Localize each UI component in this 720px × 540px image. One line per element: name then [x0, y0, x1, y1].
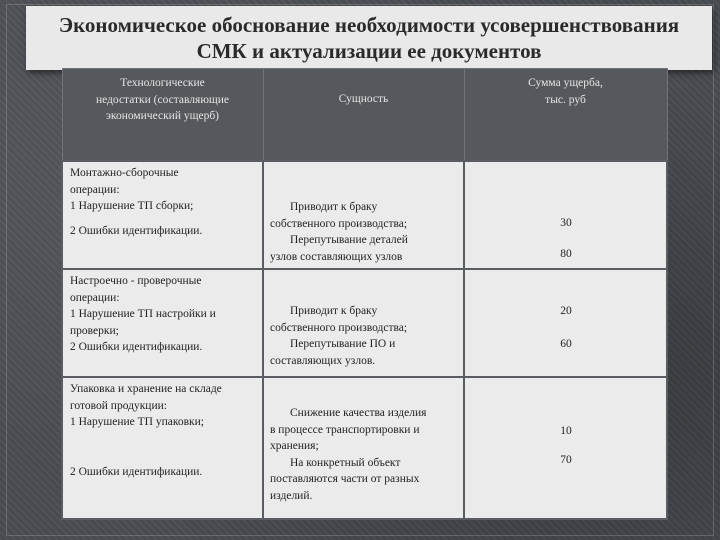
- header-text: Сумма ущерба,: [528, 77, 603, 89]
- row-essence-cell: [263, 377, 464, 519]
- row-deficiency-cell: [62, 269, 263, 377]
- cell-text: Приводит к браку: [290, 305, 378, 317]
- row-deficiency-cell: [62, 161, 263, 269]
- cell-text: 2 Ошибки идентификации.: [70, 224, 203, 237]
- cell-text: в процессе транспортировки и: [270, 423, 420, 436]
- title-line-2: СМК и актуализации ее документов: [196, 39, 542, 63]
- header-text: экономический ущерб): [106, 110, 219, 122]
- header-damage-sum: [464, 69, 667, 162]
- row-sum-cell: [464, 377, 667, 519]
- cell-text: 1 Нарушение ТП сборки;: [70, 200, 194, 212]
- damage-value: 70: [560, 453, 572, 466]
- damage-value: 10: [560, 425, 572, 437]
- cell-text: узлов составляющих узлов: [270, 250, 403, 263]
- table-header-row: [62, 69, 667, 162]
- cell-text: поставляются части от разных: [270, 473, 420, 485]
- cell-text: 1 Нарушение ТП настройки и: [70, 308, 216, 320]
- title-line-1: Экономическое обоснование необходимости усовершенствования: [58, 13, 680, 37]
- cell-text: 2 Ошибки идентификации.: [70, 341, 203, 353]
- header-essence: [263, 69, 464, 162]
- header-deficiencies: [62, 69, 263, 162]
- cell-text: собственного производства;: [270, 321, 408, 334]
- cell-text: Упаковка и хранение на складе: [70, 383, 222, 395]
- row-deficiency-cell: [62, 377, 263, 519]
- row-essence-cell: [263, 161, 464, 269]
- header-text: Сущность: [338, 93, 389, 105]
- cell-text: Настроечно - проверочные: [70, 275, 202, 287]
- cell-text: Перепутывание деталей: [290, 234, 408, 246]
- row-sum-cell: [464, 269, 667, 377]
- damage-value: 60: [560, 337, 572, 350]
- cell-text: На конкретный объект: [290, 456, 401, 469]
- cell-text: хранения;: [270, 440, 319, 452]
- cell-text: 1 Нарушение ТП упаковки;: [70, 416, 204, 428]
- damage-value: 30: [560, 217, 572, 229]
- cell-text: Перепутывание ПО и: [290, 338, 396, 350]
- header-text: Технологические: [120, 77, 205, 89]
- cell-text: Приводит к браку: [290, 201, 378, 213]
- table-row: [62, 377, 667, 519]
- row-essence-cell: [263, 269, 464, 377]
- cell-text: собственного производства;: [270, 217, 408, 230]
- cell-text: 2 Ошибки идентификации.: [70, 465, 203, 478]
- cell-text: готовой продукции:: [70, 399, 167, 412]
- row-sum-cell: [464, 161, 667, 269]
- cell-text: проверки;: [70, 324, 119, 337]
- header-text: тыс. руб: [545, 93, 586, 106]
- cell-text: операции:: [70, 183, 120, 196]
- table-row: [62, 161, 667, 269]
- damage-value: 20: [560, 305, 572, 317]
- title-box: [26, 6, 712, 70]
- damage-value: 80: [560, 247, 572, 260]
- cell-text: операции:: [70, 291, 120, 304]
- cell-text: Монтажно-сборочные: [70, 167, 179, 179]
- damage-table: [61, 68, 668, 520]
- cell-text: изделий.: [270, 489, 313, 502]
- table-row: [62, 269, 667, 377]
- cell-text: Снижение качества изделия: [290, 407, 427, 419]
- header-text: недостатки (составляющие: [95, 93, 230, 106]
- cell-text: составляющих узлов.: [270, 354, 376, 367]
